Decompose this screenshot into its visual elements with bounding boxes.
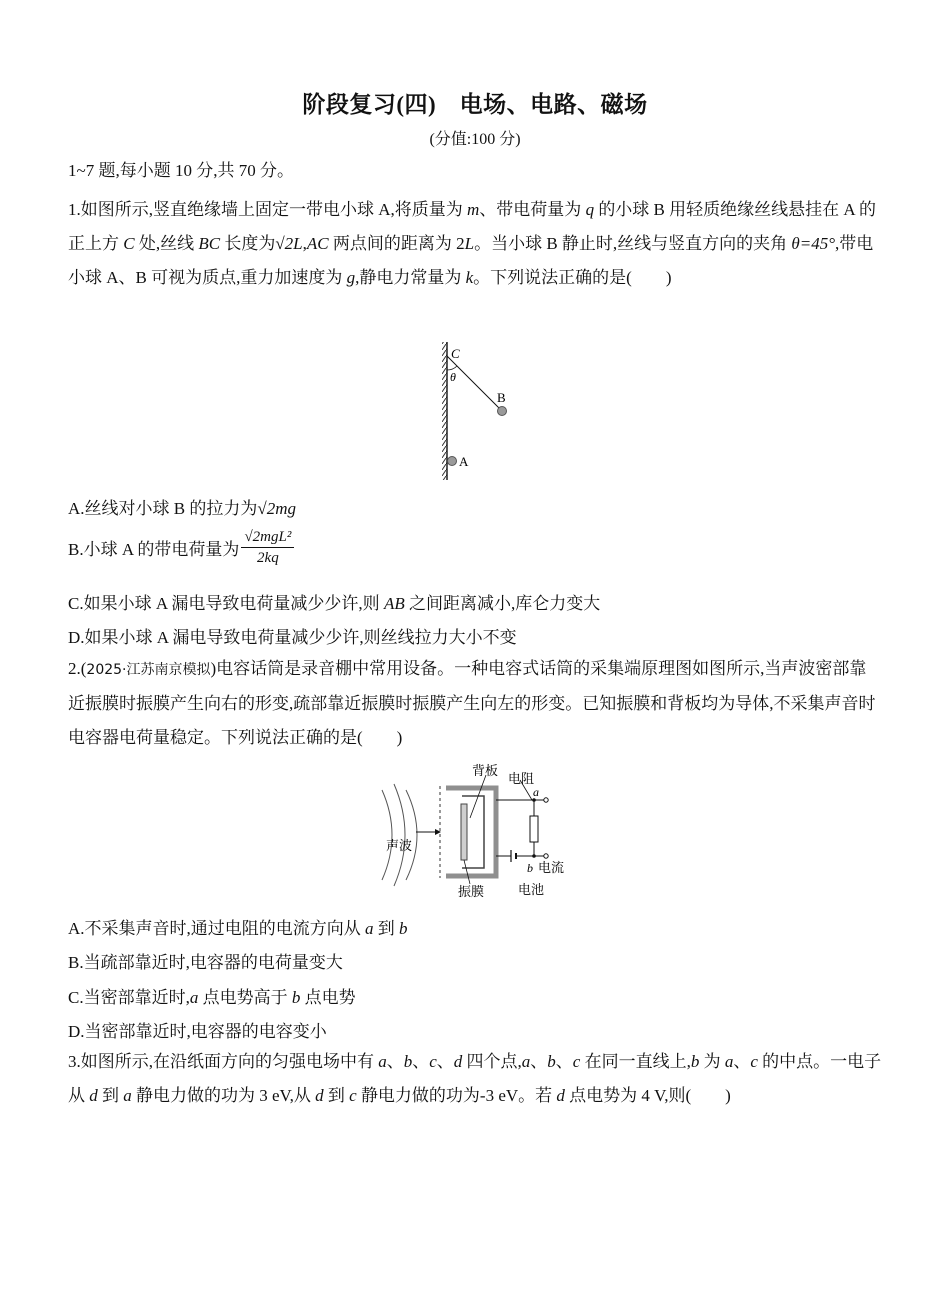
q1-option-c: C.如果小球 A 漏电导致电荷量减少少许,则 AB 之间距离减小,库仑力变大 <box>68 594 601 613</box>
label-current: 电流 <box>538 860 565 875</box>
node-b <box>532 854 536 858</box>
q2-option-c: C.当密部靠近时,a 点电势高于 b 点电势 <box>68 988 356 1007</box>
q2-option-b: B.当疏部靠近时,电容器的电荷量变大 <box>68 953 343 972</box>
ball-a <box>448 457 457 466</box>
label-theta: θ <box>450 370 456 384</box>
q2-stem: 2.(2025·江苏南京模拟)电容话筒是录音棚中常用设备。一种电容式话筒的采集端原理图如图所示,当声波密部靠近振膜时振膜产生向右的形变,疏部靠近振膜时振膜产生向左的形变。已知振膜和背板均为导体,不采集声音时电容器电荷量稳定。下列说法正确的是( ) <box>68 659 876 747</box>
membrane <box>461 804 467 860</box>
sound-wave-2 <box>394 784 405 886</box>
page-subtitle: (分值:100 分) <box>429 131 521 148</box>
ball-b <box>498 407 507 416</box>
label-b: B <box>497 390 506 405</box>
q2-option-d: D.当密部靠近时,电容器的电容变小 <box>68 1022 327 1041</box>
label-battery: 电池 <box>518 882 545 897</box>
q3-stem: 3.如图所示,在沿纸面方向的匀强电场中有 a、b、c、d 四个点,a、b、c 在同一直线上,b 为 a、c 的中点。一电子从 d 到 a 静电力做的功为 3 eV,从 d 到 c 静电力做的功为-3 eV。若 d 点电势为 4 V,则( ) <box>68 1052 882 1105</box>
sound-wave-1 <box>382 790 392 880</box>
instructions: 1~7 题,每小题 10 分,共 70 分。 <box>68 161 294 180</box>
membrane-leader <box>464 860 470 884</box>
housing-frame <box>446 788 496 876</box>
q2-source: 2025·江苏南京模拟 <box>86 662 211 678</box>
label-resistor: 电阻 <box>508 771 535 786</box>
wall-hatch <box>442 342 447 480</box>
label-c: C <box>451 346 460 361</box>
page-title: 阶段复习(四) 电场、电路、磁场 <box>302 92 648 117</box>
q2-option-a: A.不采集声音时,通过电阻的电流方向从 a 到 b <box>68 919 408 938</box>
q1-option-d: D.如果小球 A 漏电导致电荷量减少少许,则丝线拉力大小不变 <box>68 628 517 647</box>
terminal-a <box>544 798 548 802</box>
q1-option-a: A.丝线对小球 B 的拉力为√2mg <box>68 499 296 518</box>
q1-stem: 1.如图所示,竖直绝缘墙上固定一带电小球 A,将质量为 m、带电荷量为 q 的小球 B 用轻质绝缘丝线悬挂在 A 的正上方 C 处,丝线 BC 长度为√2L,AC 两点间的距离为 2L。当小球 B 静止时,丝线与竖直方向的夹角 θ=45°,带电小球 A、B 可视为质点,重力加速度为 g,静电力常量为 k。下列说法正确的是( ) <box>68 200 876 287</box>
label-a-terminal: a <box>533 785 539 799</box>
label-backplate: 背板 <box>472 763 499 778</box>
resistor <box>530 816 538 842</box>
label-a: A <box>459 454 469 469</box>
sound-wave-3 <box>406 790 417 880</box>
label-b-terminal: b <box>527 861 533 875</box>
label-sound-wave: 声波 <box>386 838 413 853</box>
q1-option-b: B.小球 A 的带电荷量为 $\frac{\text{√2mgL²}}{2kq}$ <box>68 527 294 568</box>
q1-option-b-fraction: $\frac{\text{√2mgL²}}{2kq}$ <box>241 527 294 568</box>
terminal-b <box>544 854 548 858</box>
label-membrane: 振膜 <box>458 884 485 899</box>
q1-figure <box>430 338 540 484</box>
q2-figure <box>380 760 580 902</box>
